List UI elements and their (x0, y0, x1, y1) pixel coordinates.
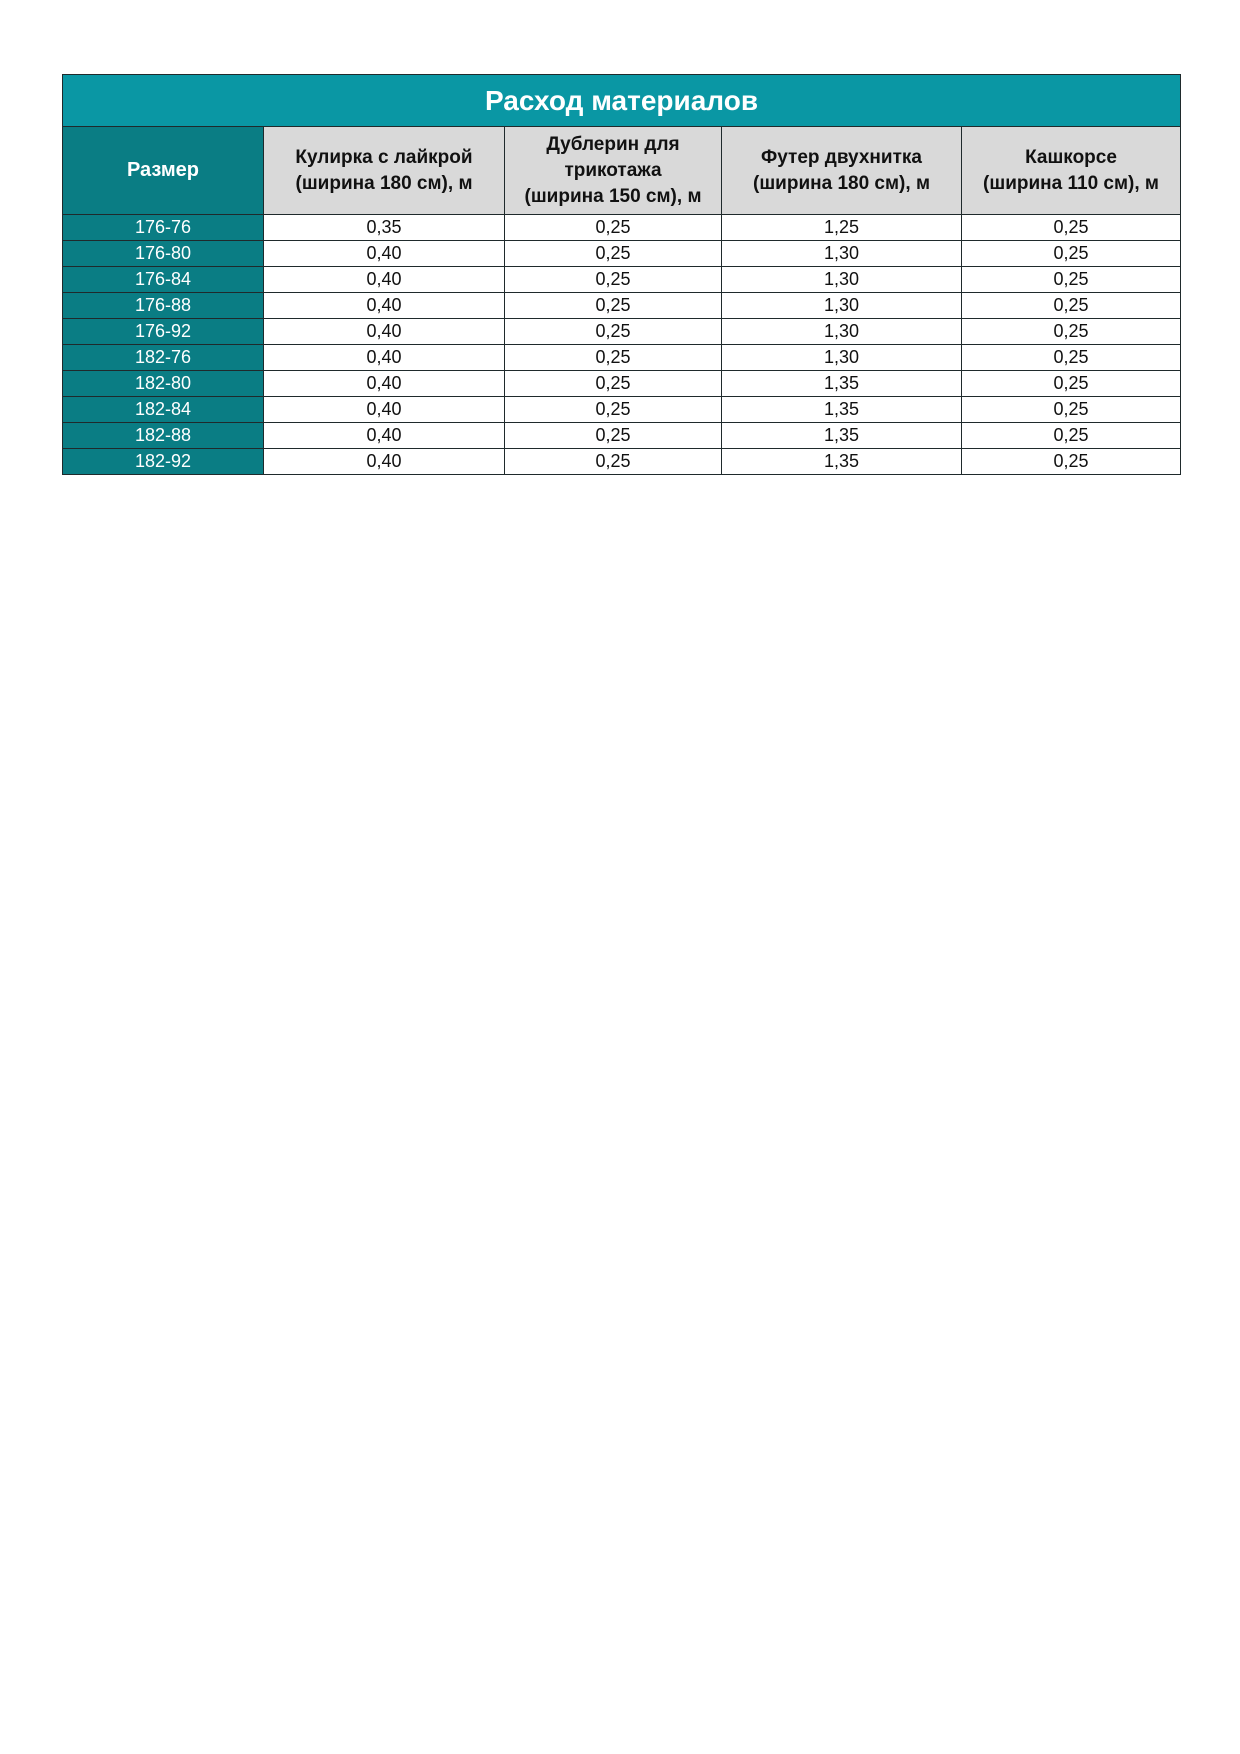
table-row (63, 241, 1181, 267)
value-cell: 1,30 (722, 345, 962, 371)
value-cell: 0,40 (264, 371, 505, 397)
value-cell: 1,35 (722, 397, 962, 423)
table-row (63, 345, 1181, 371)
table-row (63, 449, 1181, 475)
size-cell: 182-84 (63, 397, 264, 423)
header-row (63, 127, 1181, 215)
size-header: Размер (63, 127, 264, 215)
value-cell: 1,35 (722, 371, 962, 397)
value-cell: 0,40 (264, 267, 505, 293)
size-cell: 182-88 (63, 423, 264, 449)
value-cell: 0,25 (505, 371, 722, 397)
value-cell: 1,35 (722, 449, 962, 475)
value-cell: 0,25 (505, 449, 722, 475)
value-cell: 0,25 (505, 241, 722, 267)
value-cell: 0,25 (505, 215, 722, 241)
table-row (63, 423, 1181, 449)
value-cell: 1,25 (722, 215, 962, 241)
materials-table (62, 74, 1181, 475)
title-row (63, 75, 1181, 127)
table-row (63, 215, 1181, 241)
value-cell: 0,25 (505, 345, 722, 371)
value-cell: 1,30 (722, 319, 962, 345)
materials-sheet (62, 74, 1180, 475)
column-header-kashkorse: Кашкорсе (ширина 110 см), м (962, 127, 1181, 215)
value-cell: 1,30 (722, 241, 962, 267)
size-cell: 176-76 (63, 215, 264, 241)
value-cell: 1,30 (722, 293, 962, 319)
value-cell: 0,40 (264, 449, 505, 475)
value-cell: 0,40 (264, 241, 505, 267)
size-cell: 182-80 (63, 371, 264, 397)
value-cell: 0,25 (505, 397, 722, 423)
value-cell: 0,25 (505, 267, 722, 293)
value-cell: 0,25 (962, 423, 1181, 449)
value-cell: 0,25 (962, 397, 1181, 423)
table-row (63, 267, 1181, 293)
value-cell: 0,25 (962, 293, 1181, 319)
size-cell: 176-92 (63, 319, 264, 345)
value-cell: 0,25 (962, 449, 1181, 475)
value-cell: 0,25 (962, 241, 1181, 267)
column-header-kulirka: Кулирка с лайкрой (ширина 180 см), м (264, 127, 505, 215)
value-cell: 0,25 (962, 319, 1181, 345)
value-cell: 0,25 (505, 293, 722, 319)
column-header-dublerin: Дублерин для трикотажа (ширина 150 см), м (505, 127, 722, 215)
value-cell: 0,25 (505, 319, 722, 345)
table-title: Расход материалов (63, 75, 1181, 127)
size-cell: 176-88 (63, 293, 264, 319)
value-cell: 0,40 (264, 319, 505, 345)
value-cell: 0,25 (962, 215, 1181, 241)
value-cell: 1,30 (722, 267, 962, 293)
size-cell: 176-84 (63, 267, 264, 293)
value-cell: 0,25 (505, 423, 722, 449)
table-row (63, 397, 1181, 423)
value-cell: 0,25 (962, 371, 1181, 397)
column-header-futer: Футер двухнитка (ширина 180 см), м (722, 127, 962, 215)
value-cell: 0,40 (264, 345, 505, 371)
value-cell: 0,40 (264, 397, 505, 423)
table-row (63, 293, 1181, 319)
value-cell: 1,35 (722, 423, 962, 449)
table-row (63, 319, 1181, 345)
value-cell: 0,40 (264, 423, 505, 449)
value-cell: 0,25 (962, 345, 1181, 371)
value-cell: 0,25 (962, 267, 1181, 293)
value-cell: 0,35 (264, 215, 505, 241)
size-cell: 182-92 (63, 449, 264, 475)
table-row (63, 371, 1181, 397)
size-cell: 176-80 (63, 241, 264, 267)
size-cell: 182-76 (63, 345, 264, 371)
value-cell: 0,40 (264, 293, 505, 319)
